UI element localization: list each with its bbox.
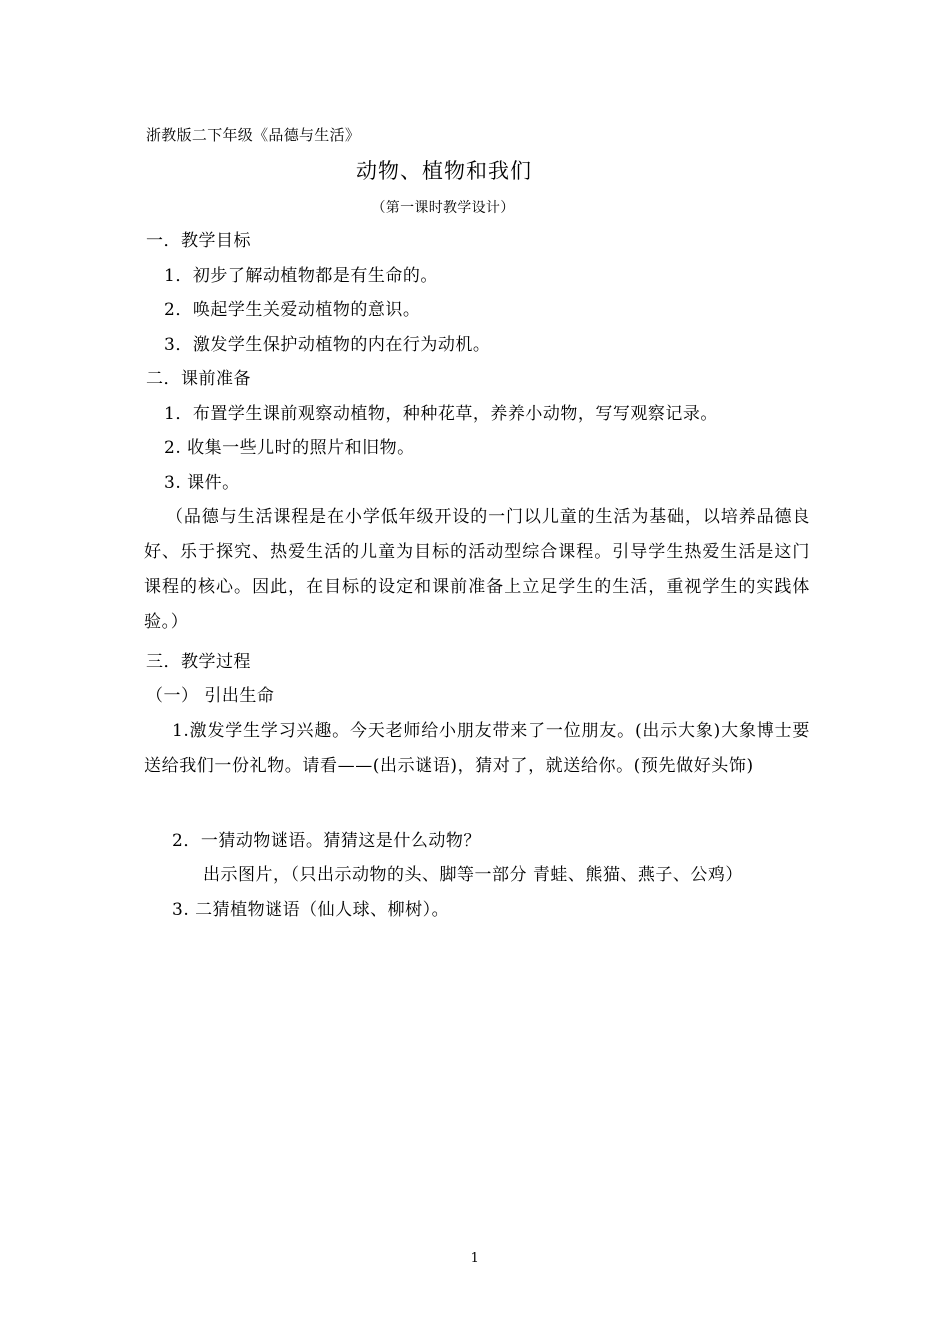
section-heading-preparation: 二．课前准备 xyxy=(146,369,251,389)
preparation-note: （品德与生活课程是在小学低年级开设的一门以儿童的生活为基础，以培养品德良好、乐于探究、热爱生活的儿童为目标的活动型综合课程。引导学生热爱生活是这门课程的核心。因此，在目标的设定和课前准备上立足学生的生活，重视学生的实践体验。） xyxy=(144,507,810,632)
preparation-item: 1．布置学生课前观察动植物，种种花草，养养小动物，写写观察记录。 xyxy=(164,404,718,424)
process-step-3: 3. 二猜植物谜语（仙人球、柳树）。 xyxy=(172,900,450,920)
page-title: 动物、植物和我们 xyxy=(356,159,532,183)
subsection-heading: （一） 引出生命 xyxy=(146,686,275,706)
objective-item: 3．激发学生保护动植物的内在行为动机。 xyxy=(164,335,491,355)
page-subtitle: （第一课时教学设计） xyxy=(371,200,515,216)
preparation-item: 3. 课件。 xyxy=(164,473,240,493)
objective-item: 1．初步了解动植物都是有生命的。 xyxy=(164,266,438,286)
process-step-1: 1.激发学生学习兴趣。今天老师给小朋友带来了一位朋友。(出示大象)大象博士要送给我们一份礼物。请看——(出示谜语)，猜对了，就送给你。(预先做好头饰) xyxy=(144,721,810,776)
page-number: 1 xyxy=(470,1251,480,1266)
section-heading-process: 三．教学过程 xyxy=(146,652,251,672)
section-heading-objectives: 一．教学目标 xyxy=(146,231,251,251)
preparation-item: 2. 收集一些儿时的照片和旧物。 xyxy=(164,438,415,458)
document-header: 浙教版二下年级《品德与生活》 xyxy=(146,126,361,144)
process-step-2-detail: 出示图片，（只出示动物的头、脚等一部分 青蛙、熊猫、燕子、公鸡） xyxy=(203,865,743,885)
objective-item: 2．唤起学生关爱动植物的意识。 xyxy=(164,300,421,320)
process-step-2: 2．一猜动物谜语。猜猜这是什么动物？ xyxy=(172,831,481,851)
